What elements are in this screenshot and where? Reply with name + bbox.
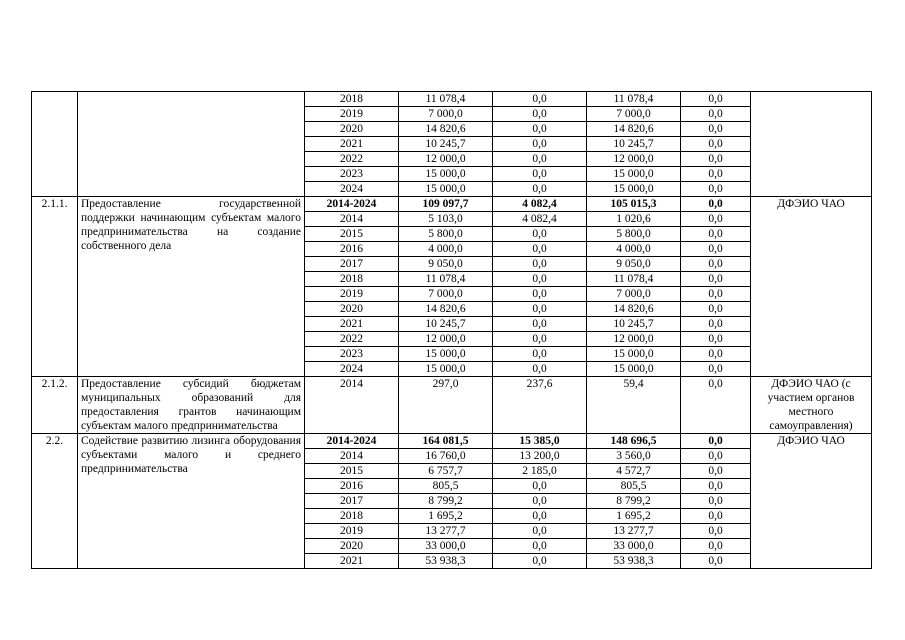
other-sources-cell: 0,0 — [681, 509, 751, 524]
regional-budget-cell: 9 050,0 — [587, 257, 681, 272]
item-number: 2.2. — [32, 434, 78, 569]
total-cell: 4 000,0 — [399, 242, 493, 257]
regional-budget-cell: 14 820,6 — [587, 122, 681, 137]
executor: ДФЭИО ЧАО — [751, 434, 872, 569]
other-sources-cell: 0,0 — [681, 137, 751, 152]
federal-budget-cell: 13 200,0 — [493, 449, 587, 464]
other-sources-cell: 0,0 — [681, 92, 751, 107]
regional-budget-cell: 1 020,6 — [587, 212, 681, 227]
year-cell: 2018 — [305, 509, 399, 524]
federal-budget-cell: 0,0 — [493, 539, 587, 554]
year-cell: 2015 — [305, 464, 399, 479]
total-cell: 12 000,0 — [399, 152, 493, 167]
year-cell: 2014-2024 — [305, 434, 399, 449]
total-cell: 5 103,0 — [399, 212, 493, 227]
federal-budget-cell: 0,0 — [493, 524, 587, 539]
total-cell: 8 799,2 — [399, 494, 493, 509]
federal-budget-cell: 0,0 — [493, 182, 587, 197]
federal-budget-cell: 0,0 — [493, 272, 587, 287]
total-cell: 12 000,0 — [399, 332, 493, 347]
year-cell: 2019 — [305, 107, 399, 122]
federal-budget-cell: 0,0 — [493, 494, 587, 509]
federal-budget-cell: 0,0 — [493, 302, 587, 317]
total-cell: 10 245,7 — [399, 317, 493, 332]
regional-budget-cell: 11 078,4 — [587, 92, 681, 107]
item-description — [78, 92, 305, 197]
total-cell: 33 000,0 — [399, 539, 493, 554]
federal-budget-cell: 0,0 — [493, 287, 587, 302]
other-sources-cell: 0,0 — [681, 212, 751, 227]
other-sources-cell: 0,0 — [681, 302, 751, 317]
section-row — [32, 434, 872, 449]
year-cell: 2023 — [305, 347, 399, 362]
total-cell: 109 097,7 — [399, 197, 493, 212]
other-sources-cell: 0,0 — [681, 362, 751, 377]
other-sources-cell: 0,0 — [681, 182, 751, 197]
year-cell: 2018 — [305, 272, 399, 287]
year-cell: 2020 — [305, 302, 399, 317]
table-body — [32, 92, 872, 569]
total-cell: 9 050,0 — [399, 257, 493, 272]
federal-budget-cell: 0,0 — [493, 257, 587, 272]
year-cell: 2020 — [305, 539, 399, 554]
federal-budget-cell: 0,0 — [493, 107, 587, 122]
other-sources-cell: 0,0 — [681, 197, 751, 212]
regional-budget-cell: 11 078,4 — [587, 272, 681, 287]
year-cell: 2016 — [305, 242, 399, 257]
year-cell: 2023 — [305, 167, 399, 182]
total-cell: 16 760,0 — [399, 449, 493, 464]
other-sources-cell: 0,0 — [681, 554, 751, 569]
section-row — [32, 197, 872, 212]
federal-budget-cell: 0,0 — [493, 509, 587, 524]
executor: ДФЭИО ЧАО — [751, 197, 872, 377]
year-cell: 2017 — [305, 257, 399, 272]
year-cell: 2017 — [305, 494, 399, 509]
year-cell: 2014 — [305, 212, 399, 227]
year-cell: 2021 — [305, 317, 399, 332]
total-cell: 11 078,4 — [399, 272, 493, 287]
regional-budget-cell: 7 000,0 — [587, 287, 681, 302]
item-number: 2.1.2. — [32, 377, 78, 434]
year-cell: 2020 — [305, 122, 399, 137]
federal-budget-cell: 237,6 — [493, 377, 587, 434]
other-sources-cell: 0,0 — [681, 539, 751, 554]
federal-budget-cell: 2 185,0 — [493, 464, 587, 479]
total-cell: 14 820,6 — [399, 302, 493, 317]
federal-budget-cell: 0,0 — [493, 362, 587, 377]
regional-budget-cell: 15 000,0 — [587, 182, 681, 197]
regional-budget-cell: 7 000,0 — [587, 107, 681, 122]
other-sources-cell: 0,0 — [681, 107, 751, 122]
total-cell: 1 695,2 — [399, 509, 493, 524]
federal-budget-cell: 4 082,4 — [493, 197, 587, 212]
other-sources-cell: 0,0 — [681, 167, 751, 182]
total-cell: 15 000,0 — [399, 362, 493, 377]
other-sources-cell: 0,0 — [681, 227, 751, 242]
regional-budget-cell: 4 000,0 — [587, 242, 681, 257]
year-cell: 2022 — [305, 332, 399, 347]
regional-budget-cell: 3 560,0 — [587, 449, 681, 464]
federal-budget-cell: 0,0 — [493, 479, 587, 494]
federal-budget-cell: 0,0 — [493, 242, 587, 257]
total-cell: 11 078,4 — [399, 92, 493, 107]
total-cell: 164 081,5 — [399, 434, 493, 449]
other-sources-cell: 0,0 — [681, 494, 751, 509]
year-cell: 2019 — [305, 287, 399, 302]
total-cell: 15 000,0 — [399, 182, 493, 197]
total-cell: 297,0 — [399, 377, 493, 434]
other-sources-cell: 0,0 — [681, 152, 751, 167]
executor — [751, 92, 872, 197]
year-cell: 2015 — [305, 227, 399, 242]
total-cell: 15 000,0 — [399, 347, 493, 362]
federal-budget-cell: 0,0 — [493, 167, 587, 182]
other-sources-cell: 0,0 — [681, 272, 751, 287]
other-sources-cell: 0,0 — [681, 524, 751, 539]
regional-budget-cell: 12 000,0 — [587, 332, 681, 347]
regional-budget-cell: 33 000,0 — [587, 539, 681, 554]
regional-budget-cell: 13 277,7 — [587, 524, 681, 539]
regional-budget-cell: 10 245,7 — [587, 137, 681, 152]
regional-budget-cell: 8 799,2 — [587, 494, 681, 509]
total-cell: 13 277,7 — [399, 524, 493, 539]
regional-budget-cell: 53 938,3 — [587, 554, 681, 569]
executor: ДФЭИО ЧАО (с участием органов местного самоуправления) — [751, 377, 872, 434]
regional-budget-cell: 12 000,0 — [587, 152, 681, 167]
other-sources-cell: 0,0 — [681, 434, 751, 449]
other-sources-cell: 0,0 — [681, 479, 751, 494]
other-sources-cell: 0,0 — [681, 347, 751, 362]
other-sources-cell: 0,0 — [681, 377, 751, 434]
year-cell: 2021 — [305, 554, 399, 569]
regional-budget-cell: 1 695,2 — [587, 509, 681, 524]
federal-budget-cell: 0,0 — [493, 152, 587, 167]
regional-budget-cell: 105 015,3 — [587, 197, 681, 212]
total-cell: 7 000,0 — [399, 287, 493, 302]
other-sources-cell: 0,0 — [681, 449, 751, 464]
regional-budget-cell: 805,5 — [587, 479, 681, 494]
year-cell: 2014-2024 — [305, 197, 399, 212]
other-sources-cell: 0,0 — [681, 122, 751, 137]
federal-budget-cell: 0,0 — [493, 137, 587, 152]
regional-budget-cell: 5 800,0 — [587, 227, 681, 242]
regional-budget-cell: 15 000,0 — [587, 167, 681, 182]
federal-budget-cell: 15 385,0 — [493, 434, 587, 449]
other-sources-cell: 0,0 — [681, 317, 751, 332]
year-cell: 2024 — [305, 182, 399, 197]
federal-budget-cell: 4 082,4 — [493, 212, 587, 227]
section-row — [32, 377, 872, 434]
other-sources-cell: 0,0 — [681, 287, 751, 302]
federal-budget-cell: 0,0 — [493, 347, 587, 362]
year-cell: 2014 — [305, 377, 399, 434]
total-cell: 10 245,7 — [399, 137, 493, 152]
item-number: 2.1.1. — [32, 197, 78, 377]
year-cell: 2018 — [305, 92, 399, 107]
other-sources-cell: 0,0 — [681, 464, 751, 479]
other-sources-cell: 0,0 — [681, 257, 751, 272]
item-number — [32, 92, 78, 197]
regional-budget-cell: 15 000,0 — [587, 362, 681, 377]
regional-budget-cell: 14 820,6 — [587, 302, 681, 317]
total-cell: 5 800,0 — [399, 227, 493, 242]
year-cell: 2016 — [305, 479, 399, 494]
year-cell: 2024 — [305, 362, 399, 377]
total-cell: 805,5 — [399, 479, 493, 494]
other-sources-cell: 0,0 — [681, 332, 751, 347]
federal-budget-cell: 0,0 — [493, 92, 587, 107]
regional-budget-cell: 4 572,7 — [587, 464, 681, 479]
federal-budget-cell: 0,0 — [493, 122, 587, 137]
federal-budget-cell: 0,0 — [493, 227, 587, 242]
federal-budget-cell: 0,0 — [493, 554, 587, 569]
regional-budget-cell: 148 696,5 — [587, 434, 681, 449]
item-description: Предоставление государственной поддержки начинающим субъектам малого предпринимательства на создание собственного дела — [78, 197, 305, 377]
federal-budget-cell: 0,0 — [493, 317, 587, 332]
section-row — [32, 92, 872, 107]
year-cell: 2014 — [305, 449, 399, 464]
federal-budget-cell: 0,0 — [493, 332, 587, 347]
other-sources-cell: 0,0 — [681, 242, 751, 257]
year-cell: 2022 — [305, 152, 399, 167]
item-description: Предоставление субсидий бюджетам муниципальных образований для предоставления грантов начинающим субъектам малого предпринимательства — [78, 377, 305, 434]
regional-budget-cell: 15 000,0 — [587, 347, 681, 362]
regional-budget-cell: 59,4 — [587, 377, 681, 434]
total-cell: 14 820,6 — [399, 122, 493, 137]
regional-budget-cell: 10 245,7 — [587, 317, 681, 332]
budget-table — [31, 91, 872, 569]
total-cell: 6 757,7 — [399, 464, 493, 479]
total-cell: 53 938,3 — [399, 554, 493, 569]
year-cell: 2019 — [305, 524, 399, 539]
year-cell: 2021 — [305, 137, 399, 152]
total-cell: 7 000,0 — [399, 107, 493, 122]
item-description: Содействие развитию лизинга оборудования субъектами малого и среднего предпринимательства — [78, 434, 305, 569]
total-cell: 15 000,0 — [399, 167, 493, 182]
